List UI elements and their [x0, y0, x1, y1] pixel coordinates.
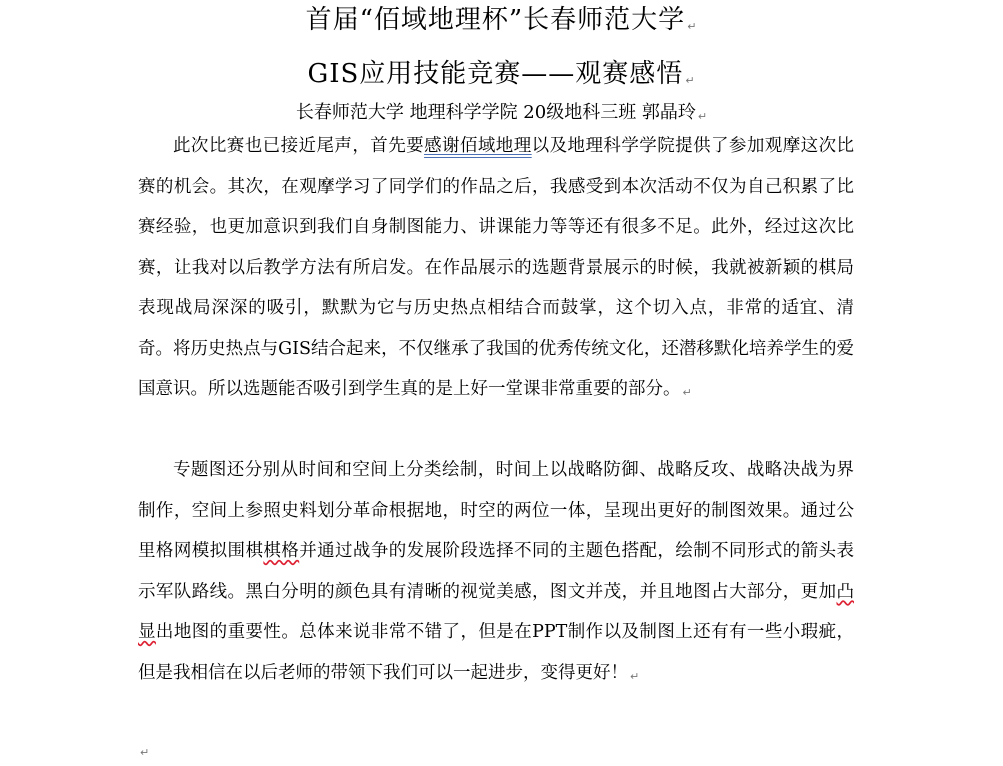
paragraph-2-part-3: 出地图的重要性。总体来说非常不错了，但是在PPT制作以及制图上还有有一些小瑕疵，但是我相信在以后老师的带领下我们可以一起进步，变得更好！: [138, 622, 854, 683]
author-line-text: 长春师范大学 地理科学学院 20级地科三班 郭晶玲: [295, 102, 696, 123]
title-line-1: [0, 2, 1003, 45]
paragraph-mark-icon: ↵: [630, 669, 640, 683]
paragraph-mark-icon: ↵: [685, 74, 696, 87]
title-line-2-text: GIS应用技能竞赛——观赛感悟: [307, 59, 684, 89]
paragraph-1-part-1: 此次比赛也已接近尾声，首先要: [173, 136, 425, 156]
paragraph-2-part-2: 并通过战争的发展阶段选择不同的主题色搭配，绘制不同形式的箭头表示军队路线。黑白分明的颜色具有清晰的视觉美感，图文并茂，并且地图占大部分，更加: [138, 541, 855, 602]
grammar-underlined-text: 感谢佰域地理: [424, 136, 532, 156]
paragraph-2-part-1: 专题图还分别从时间和空间上分类绘制，时间上以战略防御、战略反攻、战略决战为界制作，空间上参照史料划分革命根据地，时空的两位一体，呈现出更好的制图效果。通过公里格网模拟围棋: [138, 460, 854, 561]
spelling-underlined-text: 凸显: [138, 581, 854, 642]
body-paragraph-2[interactable]: [138, 450, 854, 697]
title-line-2: [0, 56, 1003, 99]
empty-paragraph[interactable]: [138, 736, 149, 766]
paragraph-mark-icon: ↵: [140, 746, 150, 759]
spelling-underlined-text: 棋格: [263, 541, 300, 561]
body-paragraph-1[interactable]: [138, 126, 854, 414]
paragraph-mark-icon: ↵: [682, 386, 692, 399]
title-line-1-text: 首届“佰域地理杯”长春师范大学: [305, 5, 686, 35]
paragraph-mark-icon: ↵: [697, 110, 708, 123]
paragraph-1-part-2: 以及地理科学学院提供了参加观摩这次比赛的机会。其次，在观摩学习了同学们的作品之后，我感受到本次活动不仅为自己积累了比赛经验，也更加意识到我们自身制图能力、讲课能力等等还有很多不足。此外，经过这次比赛，让我对以后教学方法有所启发。在作品展示的选题背景展示的时候，我就被新颖的棋局表现战局深深的吸引，默默为它与历史热点相结合而鼓掌，这个切入点，非常的适宜、清奇。将历史热点与GIS结合起来，不仅继承了我国的优秀传统文化，还潜移默化培养学生的爱国意识。所以选题能否吸引到学生真的是上好一堂课非常重要的部分。: [138, 136, 855, 399]
paragraph-mark-icon: ↵: [687, 20, 698, 33]
